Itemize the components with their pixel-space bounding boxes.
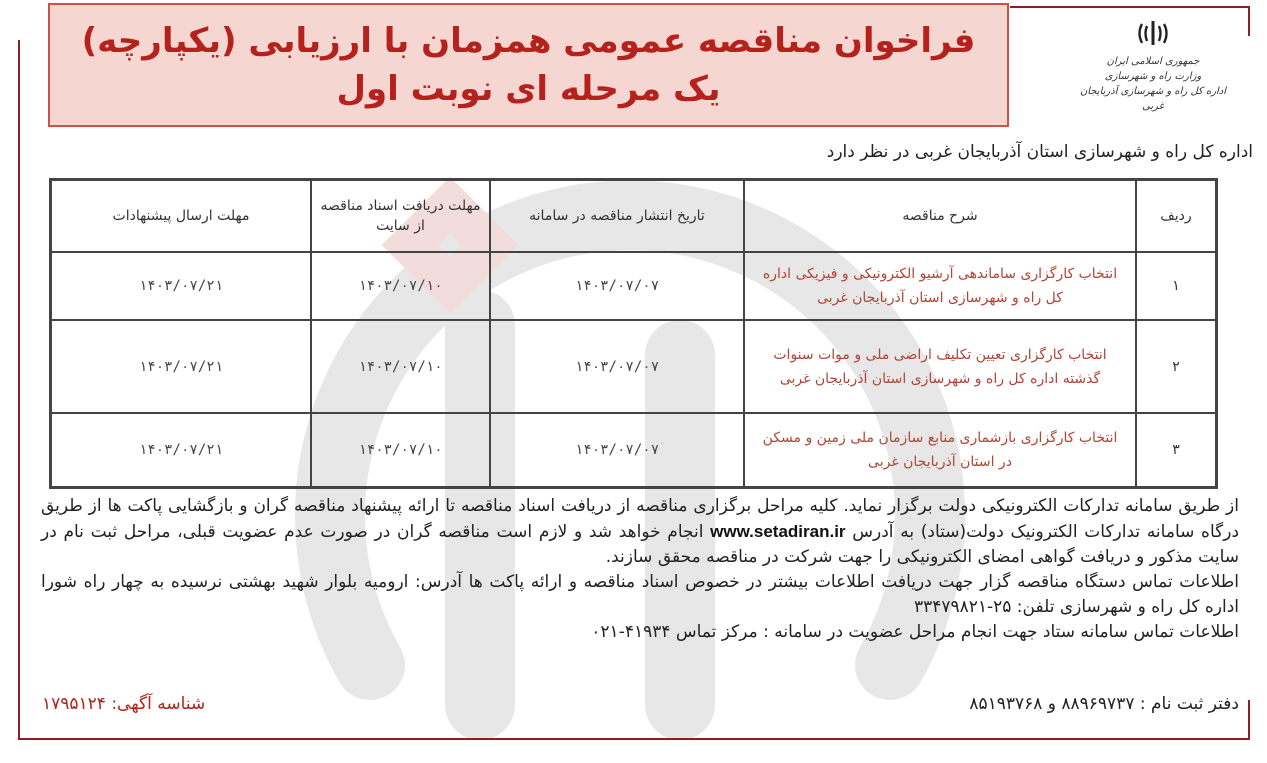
- cell-doc-deadline: ۱۴۰۳/۰۷/۱۰: [311, 252, 490, 320]
- setadiran-link[interactable]: www.setadiran.ir: [710, 522, 846, 541]
- table-row: [51, 252, 1217, 320]
- table-row: [51, 320, 1217, 413]
- cell-description: انتخاب کارگزاری بازشماری منابع سازمان ملی زمین و مسکن در استان آذربایجان غربی: [744, 413, 1136, 487]
- notice-body: [41, 494, 1239, 645]
- intro-text: اداره کل راه و شهرسازی استان آذربایجان غربی در نظر دارد: [826, 142, 1253, 162]
- cell-radif: ۱: [1136, 252, 1217, 320]
- table-row: [51, 413, 1217, 487]
- frame-top-line: [1010, 6, 1250, 8]
- logo-text-line-1: جمهوری اسلامی ایران: [1106, 56, 1200, 67]
- table-header-row: [51, 180, 1217, 253]
- registration-office-text: دفتر ثبت نام : ۸۸۹۶۹۷۳۷ و ۸۵۱۹۳۷۶۸: [969, 694, 1239, 714]
- cell-offer-deadline: ۱۴۰۳/۰۷/۲۱: [51, 320, 312, 413]
- cell-description: انتخاب کارگزاری تعیین تکلیف اراضی ملی و موات سنوات گذشته اداره کل راه و شهرسازی استان آذربایجان غربی: [744, 320, 1136, 413]
- procedure-text-a: از طریق سامانه تدارکات الکترونیکی دولت برگزار نماید. کلیه مراحل برگزاری مناقصه از دریافت اسناد مناقصه تا ارائه پیشنهاد مناقصه گران و بازگشایی پاکت ها از طریق درگاه سامانه تدارکات الکترونیک دولت(ستاد) به آدرس: [41, 496, 1240, 542]
- cell-offer-deadline: ۱۴۰۳/۰۷/۲۱: [51, 252, 312, 320]
- logo-text-line-3: اداره کل راه و شهرسازی آذربایجان غربی: [1079, 86, 1227, 112]
- ministry-logo: [1078, 18, 1228, 118]
- cell-publish-date: ۱۴۰۳/۰۷/۰۷: [490, 252, 744, 320]
- title-line-1: فراخوان مناقصه عمومی همزمان با ارزیابی (یکپارچه): [81, 21, 976, 61]
- cell-description: انتخاب کارگزاری ساماندهی آرشیو الکترونیکی و فیزیکی اداره کل راه و شهرسازی استان آذربایجان غربی: [744, 252, 1136, 320]
- frame-bottom-line: [18, 738, 1250, 740]
- title-banner: [48, 3, 1009, 127]
- tender-table: [49, 178, 1218, 489]
- cell-publish-date: ۱۴۰۳/۰۷/۰۷: [490, 320, 744, 413]
- logo-text-line-2: وزارت راه و شهرسازی: [1104, 71, 1202, 82]
- frame-right-line: [1248, 6, 1250, 36]
- iran-emblem-icon: [1078, 18, 1228, 54]
- footer-row: [30, 694, 1239, 722]
- cell-doc-deadline: ۱۴۰۳/۰۷/۱۰: [311, 413, 490, 487]
- paragraph-procedure: [41, 494, 1239, 570]
- procedure-text-b: انجام خواهد شد و لازم است مناقصه گران در صورت عدم عضویت قبلی، مراحل ثبت نام در سایت مذکور و دریافت گواهی امضای الکترونیکی را جهت شرکت در مناقصه محقق سازند.: [41, 522, 1239, 567]
- cell-doc-deadline: ۱۴۰۳/۰۷/۱۰: [311, 320, 490, 413]
- frame-left-line: [18, 40, 20, 740]
- header-doc-deadline: مهلت دریافت اسناد مناقصه از سایت: [311, 180, 490, 253]
- ad-id-text: شناسه آگهی: ۱۷۹۵۱۲۴: [42, 694, 206, 714]
- paragraph-contact-office: اطلاعات تماس دستگاه مناقصه گزار جهت دریافت اطلاعات بیشتر در خصوص اسناد مناقصه و ارائه پاکت ها آدرس: ارومیه بلوار شهید بهشتی نرسیده به چهار راه شورا اداره کل راه و شهرسازی تلفن: ۲۵-۳۳۴۷۹۸۲۱: [41, 572, 1239, 617]
- header-offer-deadline: مهلت ارسال پیشنهادات: [51, 180, 312, 253]
- header-description: شرح مناقصه: [744, 180, 1136, 253]
- header-radif: ردیف: [1136, 180, 1217, 253]
- cell-radif: ۳: [1136, 413, 1217, 487]
- title-line-2: یک مرحله ای نوبت اول: [336, 69, 721, 109]
- frame-bottom-right-line: [1248, 700, 1250, 740]
- header-publish-date: تاریخ انتشار مناقصه در سامانه: [490, 180, 744, 253]
- paragraph-contact-setad: اطلاعات تماس سامانه ستاد جهت انجام مراحل عضویت در سامانه : مرکز تماس ۴۱۹۳۴-۰۲۱: [591, 622, 1239, 642]
- cell-publish-date: ۱۴۰۳/۰۷/۰۷: [490, 413, 744, 487]
- cell-offer-deadline: ۱۴۰۳/۰۷/۲۱: [51, 413, 312, 487]
- cell-radif: ۲: [1136, 320, 1217, 413]
